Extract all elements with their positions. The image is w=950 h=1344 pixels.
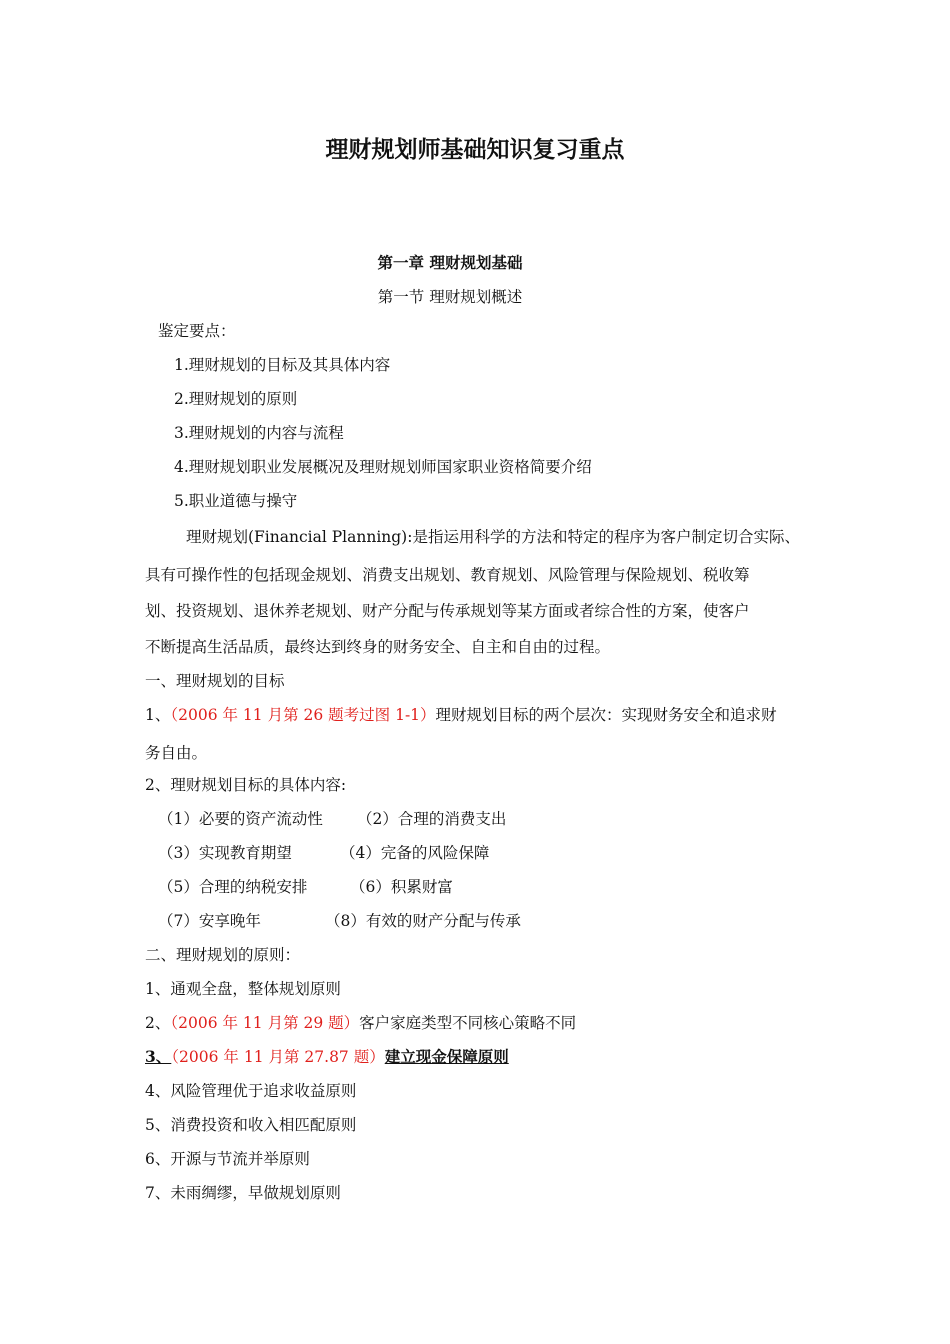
goal-detail-item: （5）合理的纳税安排 [158,878,308,896]
goal-detail-item: （4）完备的风险保障 [340,844,490,862]
principle-prefix: 3、 [145,1047,172,1066]
key-point-item: 2.理财规划的原则 [174,390,298,408]
definition-line: 不断提高生活品质，最终达到终身的财务安全、自主和自由的过程。 [145,638,611,656]
principle-prefix: 2、 [145,1014,171,1032]
goal-item-1-prefix: 1、 [145,706,171,724]
document-title: 理财规划师基础知识复习重点 [325,137,625,163]
goals-heading: 一、理财规划的目标 [145,672,285,690]
goal-item-2: 2、理财规划目标的具体内容: [145,776,347,794]
exam-reference: （2006 年 11 月第 29 题） [170,1014,360,1032]
principle-item: 7、未雨绸缪，早做规划原则 [145,1184,341,1202]
definition-line: 划、投资规划、退休养老规划、财产分配与传承规划等某方面或者综合性的方案，使客户 [145,602,750,620]
goal-detail-item: （3）实现教育期望 [158,844,292,862]
principle-item [145,1047,509,1067]
key-point-item: 3.理财规划的内容与流程 [174,424,344,442]
principle-item: 4、风险管理优于追求收益原则 [145,1082,357,1100]
principles-heading: 二、理财规划的原则： [145,946,301,964]
definition-line: 具有可操作性的包括现金规划、消费支出规划、教育规划、风险管理与保险规划、税收筹 [145,566,750,584]
section-heading: 第一节 理财规划概述 [377,288,523,306]
principle-item [145,1013,576,1033]
principle-text: 建立现金保障原则 [384,1047,509,1066]
goal-detail-item: （2）合理的消费支出 [357,810,507,828]
goal-item-1 [145,705,777,725]
goal-detail-item: （1）必要的资产流动性 [158,810,323,828]
goal-item-1-continued: 务自由。 [145,744,208,762]
goal-detail-item: （6）积累财富 [350,878,453,896]
principle-text: 客户家庭类型不同核心策略不同 [359,1014,577,1032]
chapter-heading: 第一章 理财规划基础 [377,254,523,272]
principle-item: 6、开源与节流并举原则 [145,1150,310,1168]
goal-detail-item: （7）安享晚年 [158,912,261,930]
exam-reference: （2006 年 11 月第 26 题考过图 1-1） [170,706,436,724]
principle-item: 5、消费投资和收入相匹配原则 [145,1116,357,1134]
key-point-item: 1.理财规划的目标及其具体内容 [174,356,391,374]
definition-line: 理财规划(Financial Planning):是指运用科学的方法和特定的程序为客户制定切合实际、 [186,528,800,546]
key-points-label: 鉴定要点： [158,322,236,340]
principle-item: 1、通观全盘，整体规划原则 [145,980,341,998]
goal-item-1-text: 理财规划目标的两个层次：实现财务安全和追求财 [435,706,777,724]
key-point-item: 5.职业道德与操守 [174,492,298,510]
goal-detail-item: （8）有效的财产分配与传承 [325,912,521,930]
key-point-item: 4.理财规划职业发展概况及理财规划师国家职业资格简要介绍 [174,458,592,476]
exam-reference: （2006 年 11 月第 27.87 题） [171,1048,385,1066]
